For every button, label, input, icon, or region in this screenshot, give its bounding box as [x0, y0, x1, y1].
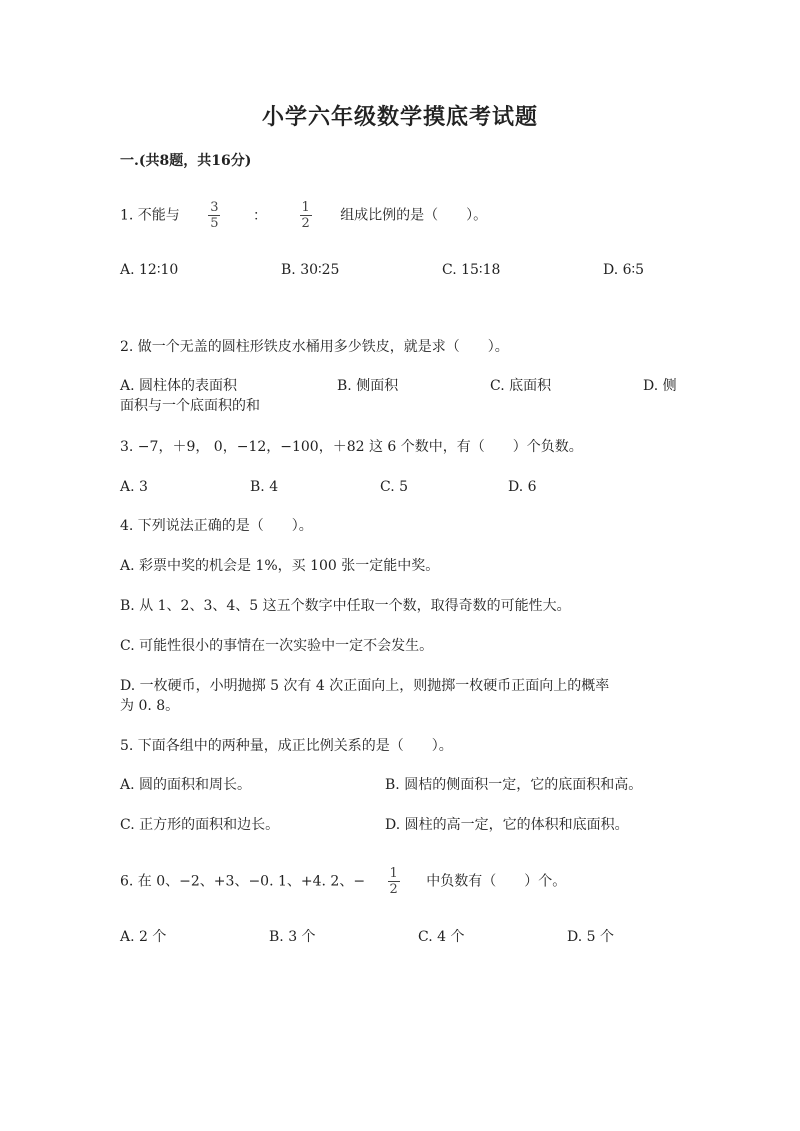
- question-4-option-d: D. 一枚硬币，小明抛掷 5 次有 4 次正面向上，则抛掷一枚硬币正面向上的概率: [120, 678, 610, 694]
- question-2-option-a: A. 圆柱体的表面积: [120, 378, 238, 394]
- question-4: 4. 下列说法正确的是（ ）。: [120, 518, 313, 534]
- question-5-option-d: D. 圆柱的高一定，它的体积和底面积。: [385, 817, 629, 833]
- question-1: [120, 200, 487, 231]
- question-3-option-c: C. 5: [380, 479, 409, 495]
- question-5-option-a: A. 圆的面积和周长。: [120, 777, 252, 793]
- fraction-denominator: 5: [210, 216, 219, 231]
- question-6-option-a: A. 2 个: [120, 929, 167, 945]
- ratio-colon: ：: [253, 207, 267, 224]
- question-6-option-d: D. 5 个: [567, 929, 614, 945]
- question-2-option-d-continued: 面积与一个底面积的和: [120, 398, 260, 414]
- question-6-prefix: 6. 在 0、−2、+3、−0. 1、+4. 2、−: [120, 873, 366, 890]
- question-2-option-c: C. 底面积: [490, 378, 552, 394]
- question-5-option-b: B. 圆桔的侧面积一定，它的底面积和高。: [385, 777, 643, 793]
- question-4-option-c: C. 可能性很小的事情在一次实验中一定不会发生。: [120, 638, 434, 654]
- question-6-option-b: B. 3 个: [269, 929, 316, 945]
- fraction-denominator: 2: [389, 882, 398, 897]
- section-heading: 一.(共8题，共16分): [120, 153, 252, 169]
- question-5: 5. 下面各组中的两种量，成正比例关系的是（ ）。: [120, 738, 453, 754]
- fraction-numerator: 1: [301, 200, 310, 215]
- fraction-denominator: 2: [301, 216, 310, 231]
- fraction-1-2: [299, 200, 311, 231]
- question-1-option-b: B. 30∶25: [281, 262, 340, 278]
- question-3-option-b: B. 4: [250, 479, 279, 495]
- question-3-option-d: D. 6: [508, 479, 537, 495]
- question-3: 3. −7，＋9， 0，−12，−100，＋82 这 6 个数中，有（ ）个负数。: [120, 439, 583, 455]
- question-2: 2. 做一个无盖的圆柱形铁皮水桶用多少铁皮，就是求（ ）。: [120, 339, 509, 355]
- page-title: 小学六年级数学摸底考试题: [261, 104, 538, 130]
- question-1-option-d: D. 6∶5: [603, 262, 645, 278]
- fraction-1-2: [388, 866, 400, 897]
- question-6: [120, 866, 566, 897]
- fraction-numerator: 3: [210, 200, 219, 215]
- question-1-option-c: C. 15∶18: [442, 262, 501, 278]
- question-1-suffix: 组成比例的是（ ）。: [340, 207, 488, 224]
- question-3-option-a: A. 3: [120, 479, 148, 495]
- question-5-option-c: C. 正方形的面积和边长。: [120, 817, 280, 833]
- fraction-numerator: 1: [389, 866, 398, 881]
- question-4-option-a: A. 彩票中奖的机会是 1%，买 100 张一定能中奖。: [120, 558, 440, 574]
- question-6-suffix: 中负数有（ ）个。: [426, 873, 567, 890]
- question-1-prefix: 1. 不能与: [120, 207, 180, 224]
- question-1-option-a: A. 12∶10: [120, 262, 179, 278]
- fraction-3-5: [208, 200, 220, 231]
- question-2-option-b: B. 侧面积: [337, 378, 399, 394]
- question-2-option-d: D. 侧: [643, 378, 677, 394]
- question-4-option-b: B. 从 1、2、3、4、5 这五个数字中任取一个数，取得奇数的可能性大。: [120, 598, 571, 614]
- question-4-option-d-continued: 为 0. 8。: [120, 698, 180, 714]
- question-6-option-c: C. 4 个: [418, 929, 465, 945]
